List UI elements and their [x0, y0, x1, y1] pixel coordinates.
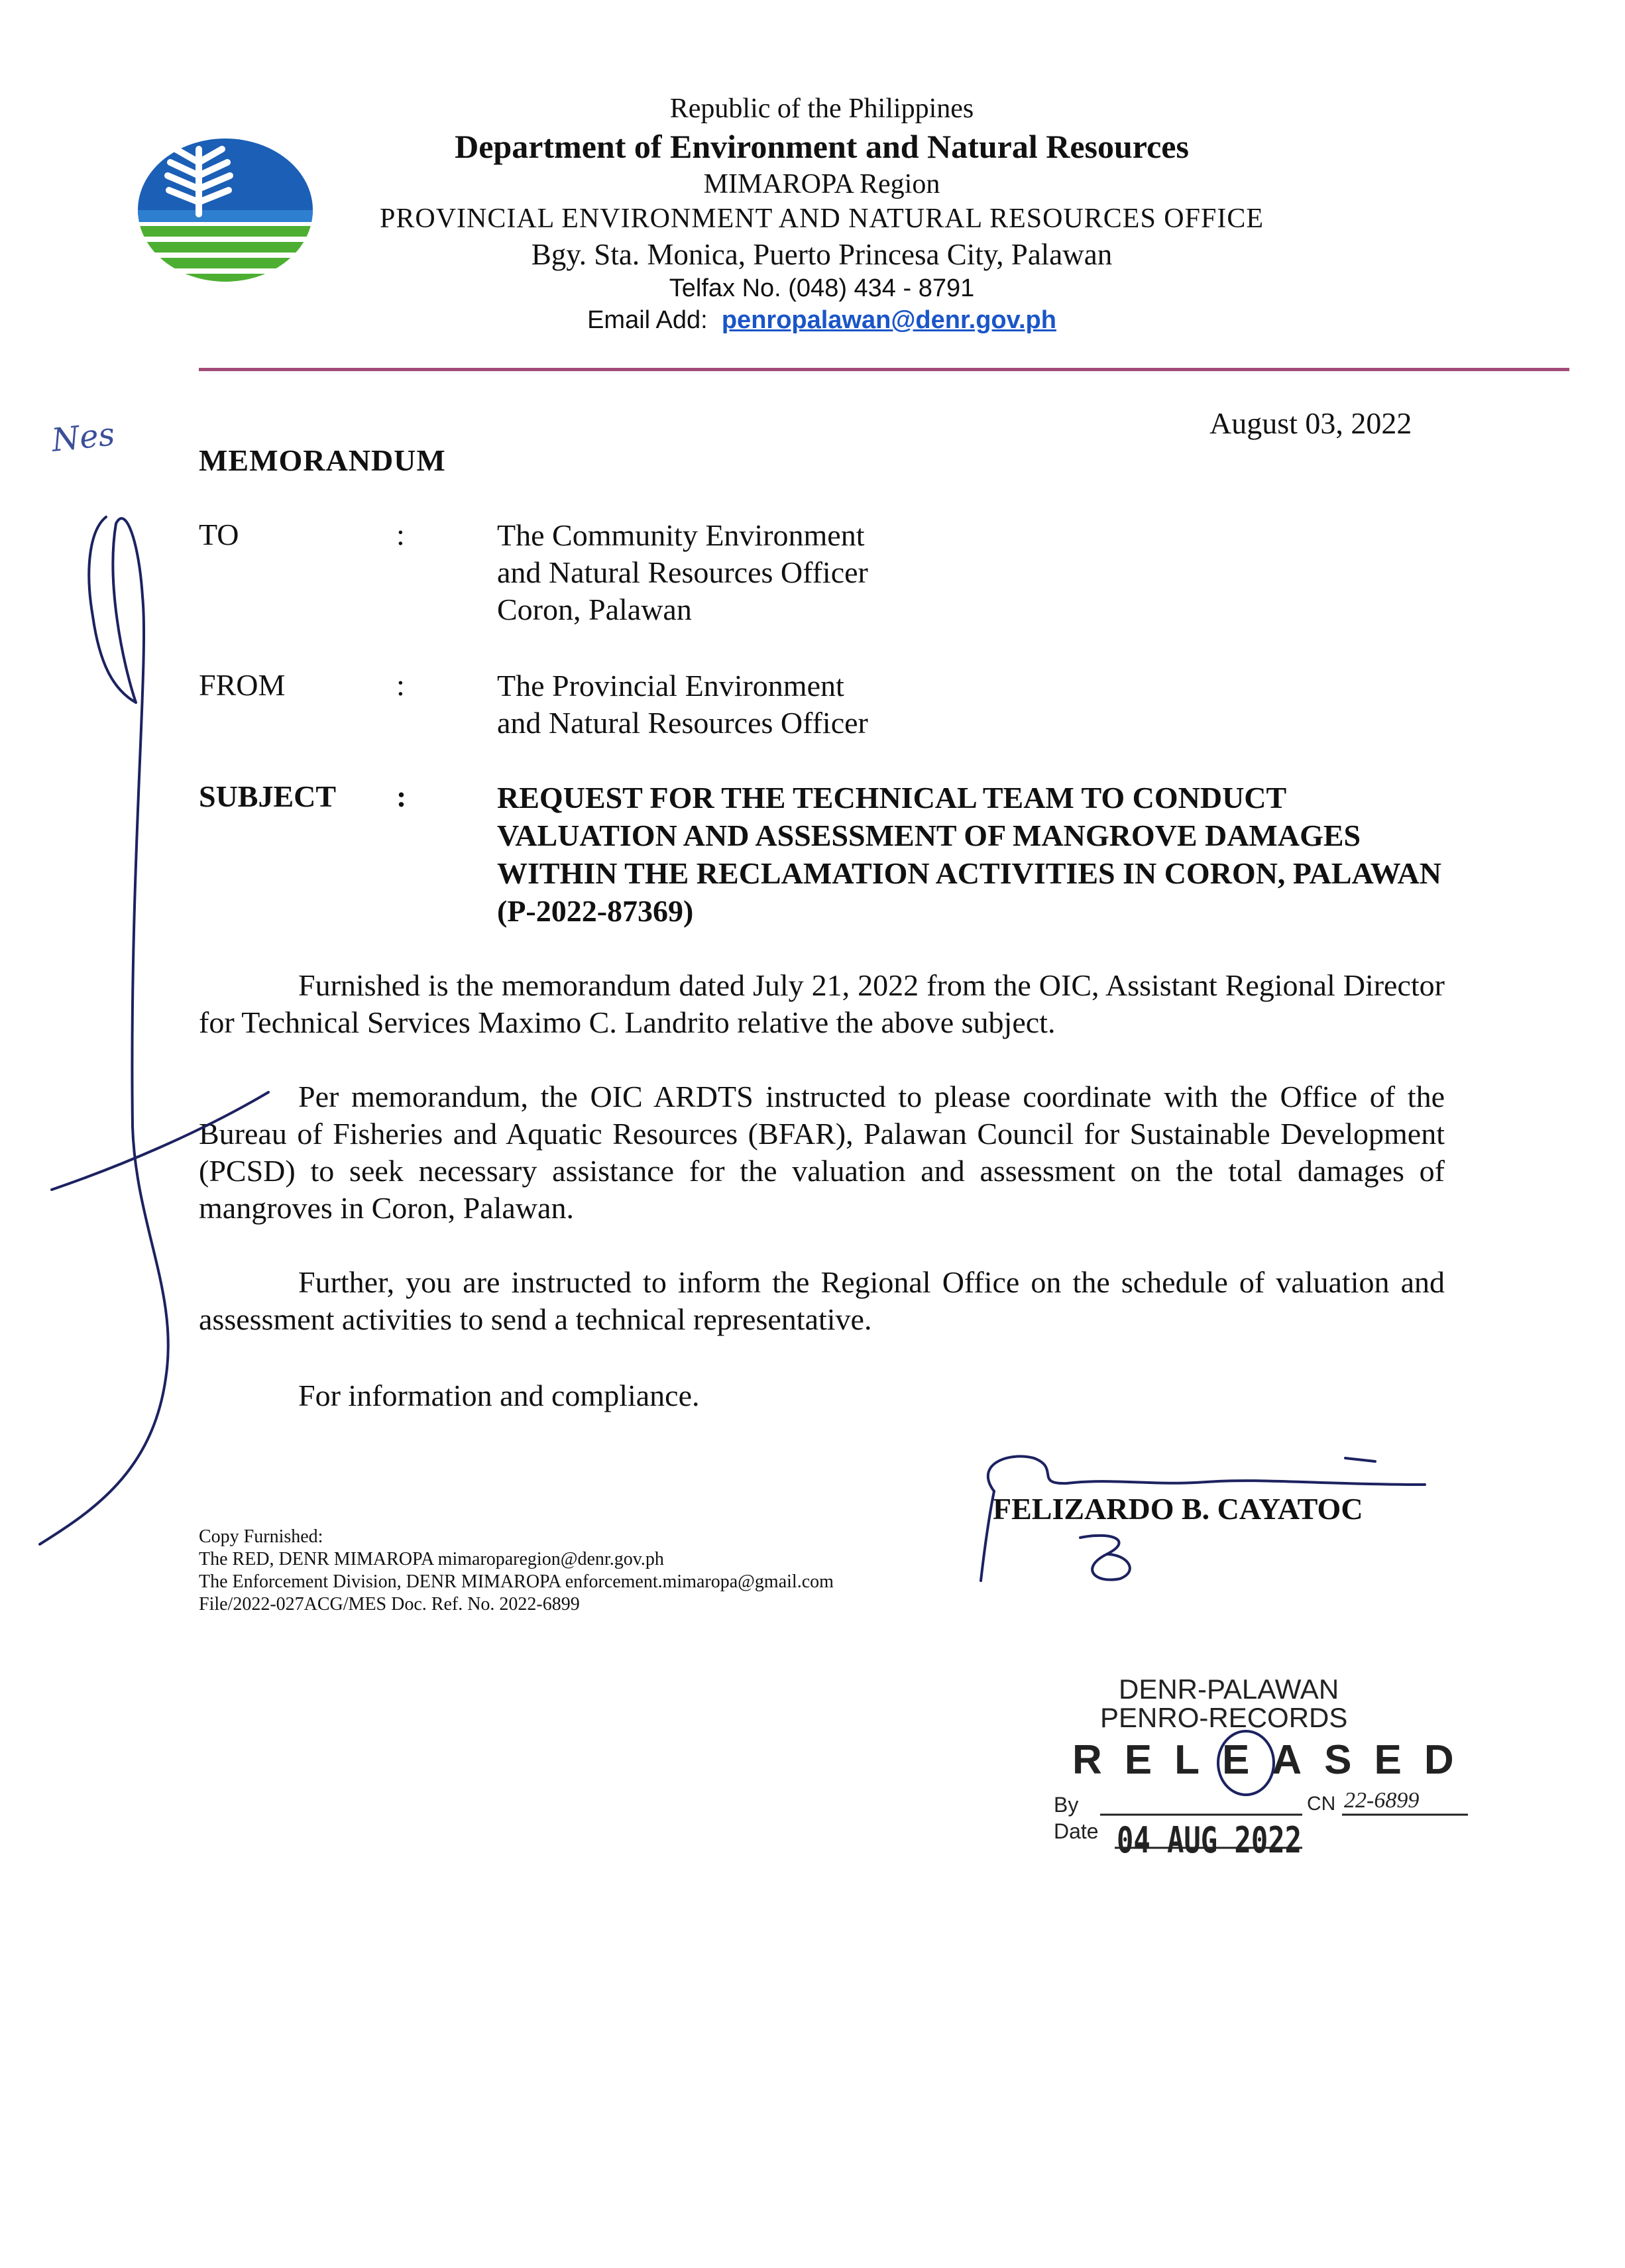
telfax-line: Telfax No. (048) 434 - 8791: [669, 274, 975, 302]
from-colon: :: [396, 668, 405, 702]
signature-stroke: [988, 1456, 1425, 1491]
stamp-line-2: PENRO-RECORDS: [1100, 1702, 1348, 1733]
email-line: [199, 306, 1445, 335]
from-label: FROM: [199, 668, 286, 702]
office-name: PROVINCIAL ENVIRONMENT AND NATURAL RESOURCES OFFICE: [379, 203, 1264, 234]
to-line: Coron, Palawan: [497, 593, 692, 626]
stamp-date-label: Date: [1054, 1819, 1099, 1843]
subject-label: SUBJECT: [199, 779, 337, 813]
subject-colon: :: [396, 779, 407, 813]
body-paragraph-4: For information and compliance.: [298, 1379, 700, 1412]
initials-stroke: [1080, 1536, 1130, 1580]
email-link[interactable]: penropalawan@denr.gov.ph: [721, 306, 1056, 334]
to-recipient: [497, 517, 868, 628]
margin-bracket-stroke: [40, 517, 168, 1544]
to-line: and Natural Resources Officer: [497, 555, 868, 589]
memo-date: August 03, 2022: [1209, 406, 1412, 440]
body-paragraph-1: Furnished is the memorandum dated July 21, 2022 from the OIC, Assistant Regional Director for Technical Services Maximo C. Landrito relative the above subject.: [199, 968, 1445, 1039]
stamp-line-1: DENR-PALAWAN: [1119, 1673, 1339, 1705]
stamp-cn-value: 22-6899: [1344, 1788, 1420, 1813]
memo-heading: MEMORANDUM: [199, 443, 446, 477]
department-name: Department of Environment and Natural Resources: [455, 128, 1189, 165]
to-label: TO: [199, 518, 239, 551]
from-line: and Natural Resources Officer: [497, 706, 868, 740]
handwritten-note: Nes: [50, 416, 117, 459]
header-divider: [199, 368, 1569, 371]
subject-text: REQUEST FOR THE TECHNICAL TEAM TO CONDUCT VALUATION AND ASSESSMENT OF MANGROVE DAMAGES WITHIN THE RECLAMATION ACTIVITIES IN CORON, PALAWAN (P-2022-87369): [497, 781, 1441, 928]
republic-line: Republic of the Philippines: [669, 93, 974, 124]
to-colon: :: [396, 518, 405, 551]
copy-furnished-line: The Enforcement Division, DENR MIMAROPA enforcement.mimaropa@gmail.com: [199, 1571, 834, 1592]
stamp-date-value: 04 AUG 2022: [1117, 1819, 1302, 1861]
from-line: The Provincial Environment: [497, 669, 844, 703]
stamp-by-label: By: [1054, 1793, 1079, 1817]
stamp-released: RELEASED: [1072, 1737, 1477, 1783]
email-label: Email Add:: [587, 306, 708, 334]
body-paragraph-2: Per memorandum, the OIC ARDTS instructed to please coordinate with the Office of the Bureau of Fisheries and Aquatic Resources (BFAR), Palawan Council for Sustainable Development (PCSD) to seek necessary assistance for the valuation and assessment on the total damages of mangroves in Coron, Palawan.: [199, 1080, 1445, 1225]
stamp-cn-label: CN: [1307, 1793, 1336, 1815]
copy-furnished-line: File/2022-027ACG/MES Doc. Ref. No. 2022-6899: [199, 1594, 580, 1615]
copy-furnished: [199, 1526, 834, 1616]
copy-furnished-label: Copy Furnished:: [199, 1526, 323, 1547]
to-line: The Community Environment: [497, 518, 865, 552]
copy-furnished-line: The RED, DENR MIMAROPA mimaroparegion@denr.gov.ph: [199, 1549, 664, 1569]
signatory-name: FELIZARDO B. CAYATOC: [993, 1492, 1363, 1526]
office-address: Bgy. Sta. Monica, Puerto Princesa City, Palawan: [531, 238, 1113, 271]
from-sender: [497, 667, 868, 742]
region-line: MIMAROPA Region: [703, 169, 940, 199]
body-paragraph-3: Further, you are instructed to inform the Regional Office on the schedule of valuation and assessment activities to send a technical representative.: [199, 1265, 1445, 1336]
